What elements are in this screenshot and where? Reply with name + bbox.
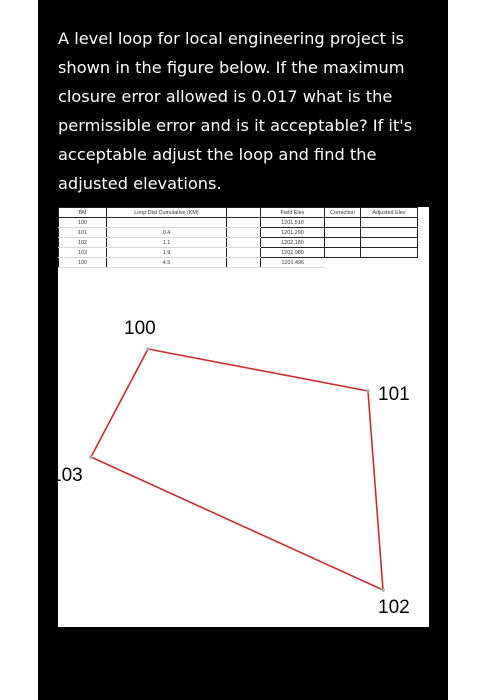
cell-loop-dist: 4.5 [107, 258, 227, 268]
cell-loop-dist: 0.4 [107, 228, 227, 238]
level-loop-diagram [51, 207, 429, 627]
vertex-100 [146, 347, 150, 351]
cell-bm: 100 [59, 258, 107, 268]
header-correction: Correction [325, 208, 361, 218]
cell-field-elev: 1202.180 [261, 238, 325, 248]
cell-field-elev: 1201.496 [261, 258, 325, 268]
loop-outline [91, 349, 383, 590]
question-card [38, 0, 448, 700]
cell-bm: 103 [59, 248, 107, 258]
header-bm: BM [59, 208, 107, 218]
cell-bm: 101 [59, 228, 107, 238]
header-field-elev: Field Elev [261, 208, 325, 218]
cell-field-elev: 1201.510 [261, 218, 325, 228]
label-100: 100 [124, 318, 156, 339]
cell-field-elev: 1201.290 [261, 228, 325, 238]
vertex-102 [381, 588, 385, 592]
header-loop-dist: Loop Dist Cumulative (KM) [107, 208, 227, 218]
cell-field-elev: 1202.980 [261, 248, 325, 258]
cell-bm: 100 [59, 218, 107, 228]
cell-bm: 102 [59, 238, 107, 248]
cell-loop-dist: 1.9 [107, 248, 227, 258]
level-loop-figure [51, 207, 429, 627]
label-103: 103 [51, 465, 83, 486]
cell-loop-dist: 1.1 [107, 238, 227, 248]
vertex-101 [366, 389, 370, 393]
header-adjusted-elev: Adjusted Elev [361, 208, 418, 218]
label-102: 102 [378, 597, 410, 618]
question-text: A level loop for local engineering project is shown in the figure below. If the maximum closure error allowed is 0.017 what is the permissible error and is it acceptable? If it's acceptable adjust the loop and find the adjusted elevations. [58, 29, 413, 193]
label-101: 101 [378, 384, 410, 405]
vertex-103 [89, 455, 93, 459]
